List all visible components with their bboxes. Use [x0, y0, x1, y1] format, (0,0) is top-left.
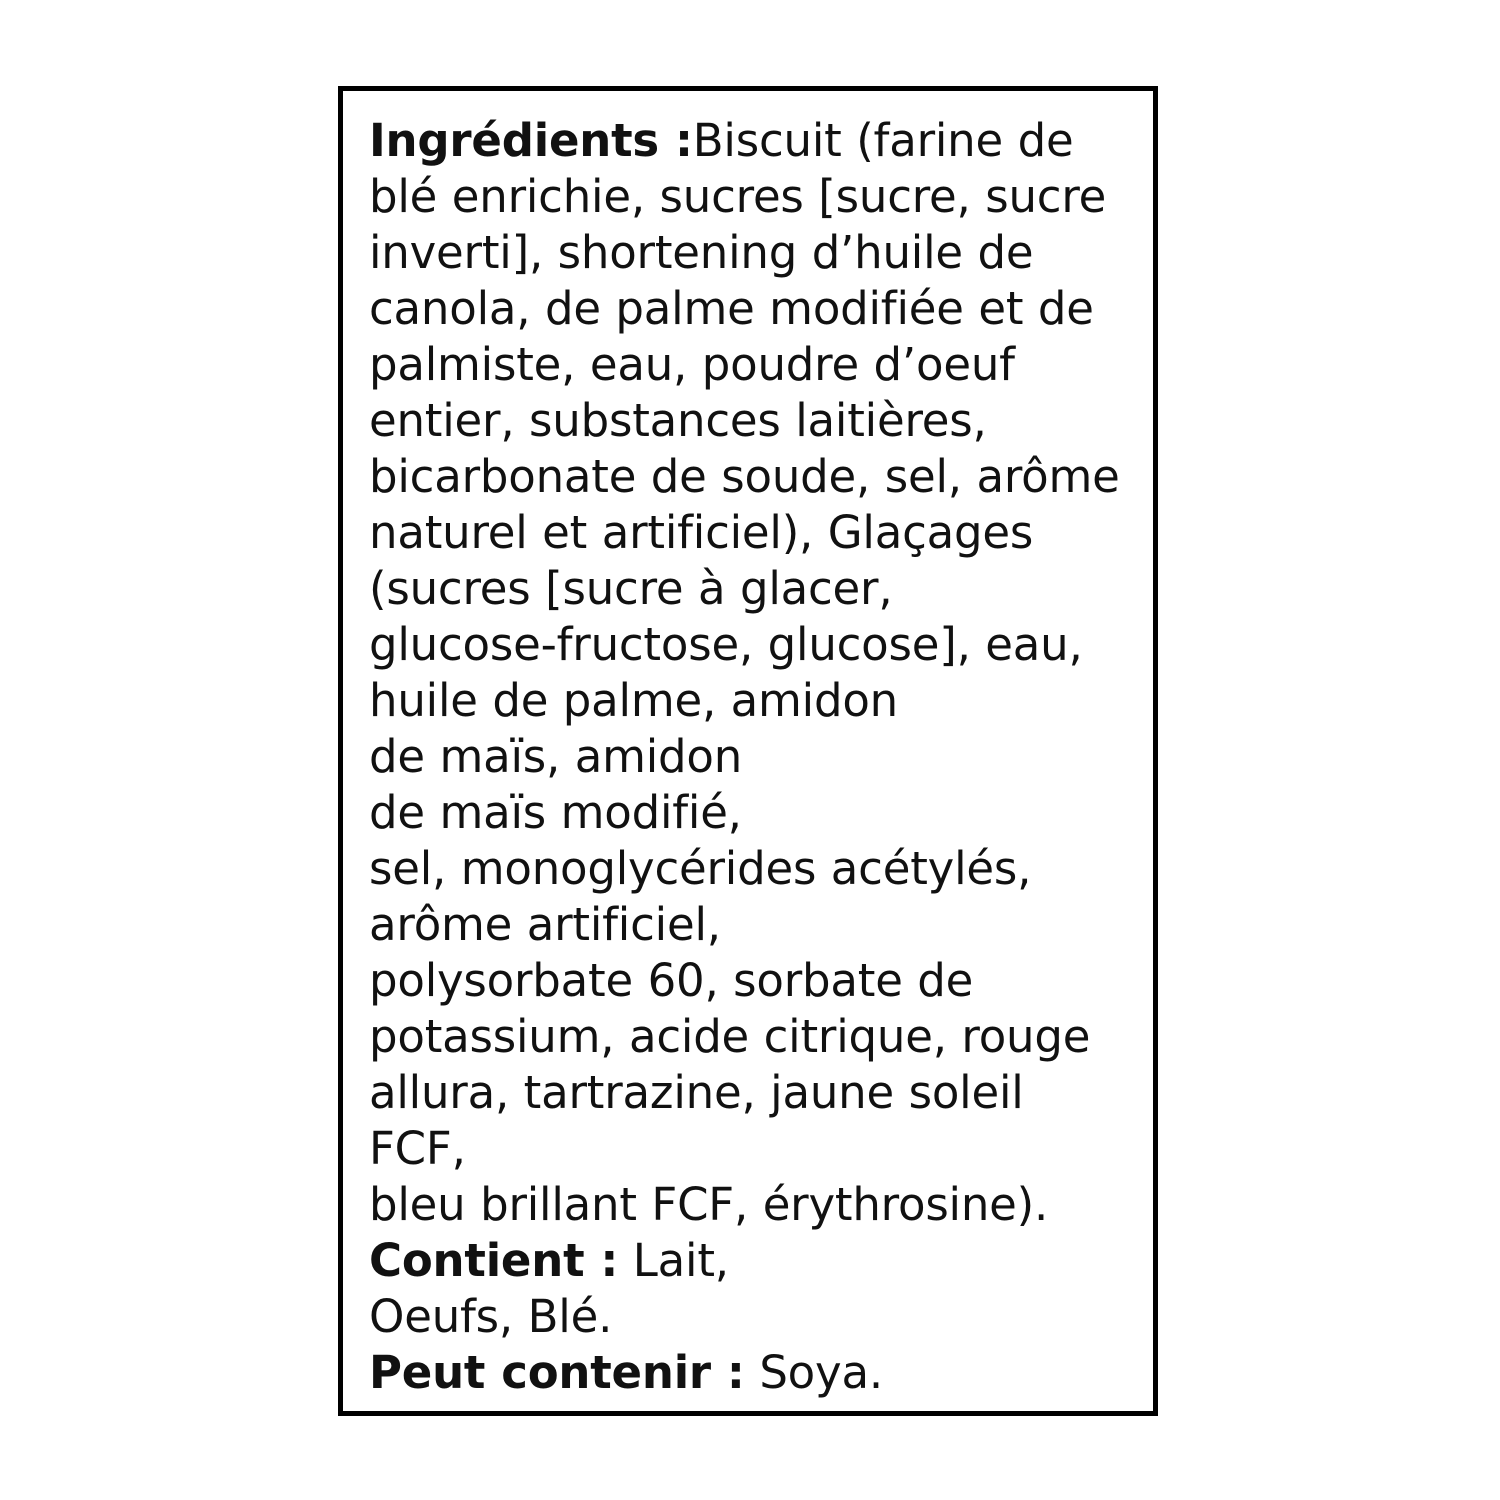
ingredients-line-0: Biscuit (farine de [692, 114, 1074, 167]
ingredients-line-5: entier, substances laitières, [369, 394, 987, 448]
ingredients-line-4: palmiste, eau, poudre d’oeuf [369, 338, 1015, 392]
ingredients-line-6: bicarbonate de soude, sel, arôme [369, 450, 1120, 504]
ingredients-label-panel [338, 86, 1158, 1416]
ingredients-line-16: potassium, acide citrique, rouge [369, 1010, 1091, 1064]
contains-block [369, 1233, 1127, 1345]
ingredients-heading: Ingrédients : [369, 114, 693, 167]
ingredients-line-9: glucose-fructose, glucose], eau, [369, 618, 1083, 672]
contains-line-0: Lait, [632, 1234, 729, 1288]
may-contain-block [369, 1345, 1127, 1401]
ingredients-block [369, 113, 1127, 1233]
contains-line-1: Oeufs, Blé. [369, 1290, 613, 1344]
ingredients-line-18: bleu brillant FCF, érythrosine). [369, 1178, 1049, 1232]
ingredients-line-14: arôme artificiel, [369, 898, 721, 952]
ingredients-line-7: naturel et artificiel), Glaçages [369, 506, 1034, 560]
may-contain-heading: Peut contenir : [369, 1346, 745, 1400]
ingredients-line-3: canola, de palme modifiée et de [369, 282, 1094, 336]
label-text-body [369, 113, 1127, 1401]
may-contain-line-0: Soya. [759, 1346, 883, 1400]
ingredients-line-13: sel, monoglycérides acétylés, [369, 842, 1032, 896]
ingredients-line-17: allura, tartrazine, jaune soleil FCF, [369, 1066, 1024, 1176]
ingredients-line-11: de maïs, amidon [369, 730, 743, 784]
ingredients-line-2: inverti], shortening d’huile de [369, 226, 1034, 280]
ingredients-line-15: polysorbate 60, sorbate de [369, 954, 974, 1008]
ingredients-line-1: blé enrichie, sucres [sucre, sucre [369, 170, 1107, 224]
ingredients-line-12: de maïs modifié, [369, 786, 742, 840]
ingredients-line-10: huile de palme, amidon [369, 674, 898, 728]
ingredients-line-8: (sucres [sucre à glacer, [369, 562, 893, 616]
contains-heading: Contient : [369, 1234, 619, 1288]
